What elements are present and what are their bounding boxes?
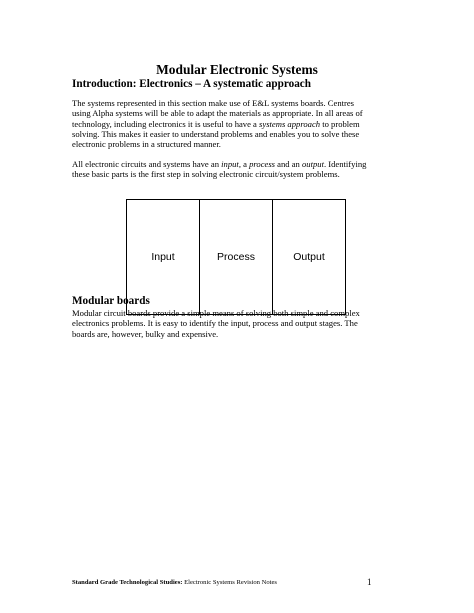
- footer-course-title: Standard Grade Technological Studies:: [72, 579, 183, 586]
- basic-parts-paragraph: [72, 159, 402, 180]
- modular-boards-line-3: boards are, however, bulky and expensive.: [72, 328, 219, 339]
- intro-paragraph-line-4: solving. This makes it easier to understand problems and enables you to solve these: [72, 128, 360, 139]
- intro-paragraph-line-1: The systems represented in this section make use of E&L systems boards. Centres: [72, 98, 355, 108]
- intro-paragraph-line-5: electronic problems in a structured manner.: [72, 139, 221, 150]
- intro-paragraph-line-2: using Alpha systems will be able to adapt the materials as appropriate. In all areas of: [72, 108, 363, 119]
- input-emphasis: input: [221, 159, 239, 169]
- modular-boards-heading: Modular boards: [72, 295, 150, 307]
- page-number: 1: [367, 577, 372, 587]
- intro-line-3-end: to problem: [320, 118, 360, 129]
- output-block: Output: [272, 200, 345, 314]
- introduction-heading: Introduction: Electronics – A systematic approach: [72, 78, 311, 90]
- basic-parts-text-4: . Identifying: [323, 159, 367, 169]
- output-emphasis: output: [302, 159, 324, 169]
- page-footer: [72, 579, 277, 587]
- intro-line-3-start: technology, including electronics it is useful to have a: [72, 118, 260, 129]
- process-block: Process: [199, 200, 272, 314]
- modular-boards-line-2: electronics problems. It is easy to identify the input, process and output stages. The: [72, 318, 358, 329]
- modular-boards-line-1: Modular circuit boards provide a simple means of solving both simple and complex: [72, 308, 360, 318]
- intro-paragraph-line-3: [72, 119, 402, 129]
- footer-notes-title: Electronic Systems Revision Notes: [182, 579, 277, 586]
- basic-parts-line-1: [72, 159, 402, 169]
- basic-parts-line-2: these basic parts is the first step in solving electronic circuit/system problems.: [72, 169, 340, 180]
- intro-paragraph: [72, 98, 402, 149]
- input-process-output-diagram: [126, 199, 346, 315]
- input-block: Input: [151, 251, 175, 263]
- basic-parts-text-2: , a: [238, 159, 250, 169]
- basic-parts-text-3: and an: [275, 159, 302, 169]
- modular-boards-paragraph: [72, 308, 402, 339]
- systems-approach-emphasis: systems approach: [259, 118, 321, 129]
- basic-parts-text-1: All electronic circuits and systems have an: [72, 159, 222, 169]
- process-emphasis: process: [249, 159, 276, 169]
- document-title: Modular Electronic Systems: [156, 62, 318, 77]
